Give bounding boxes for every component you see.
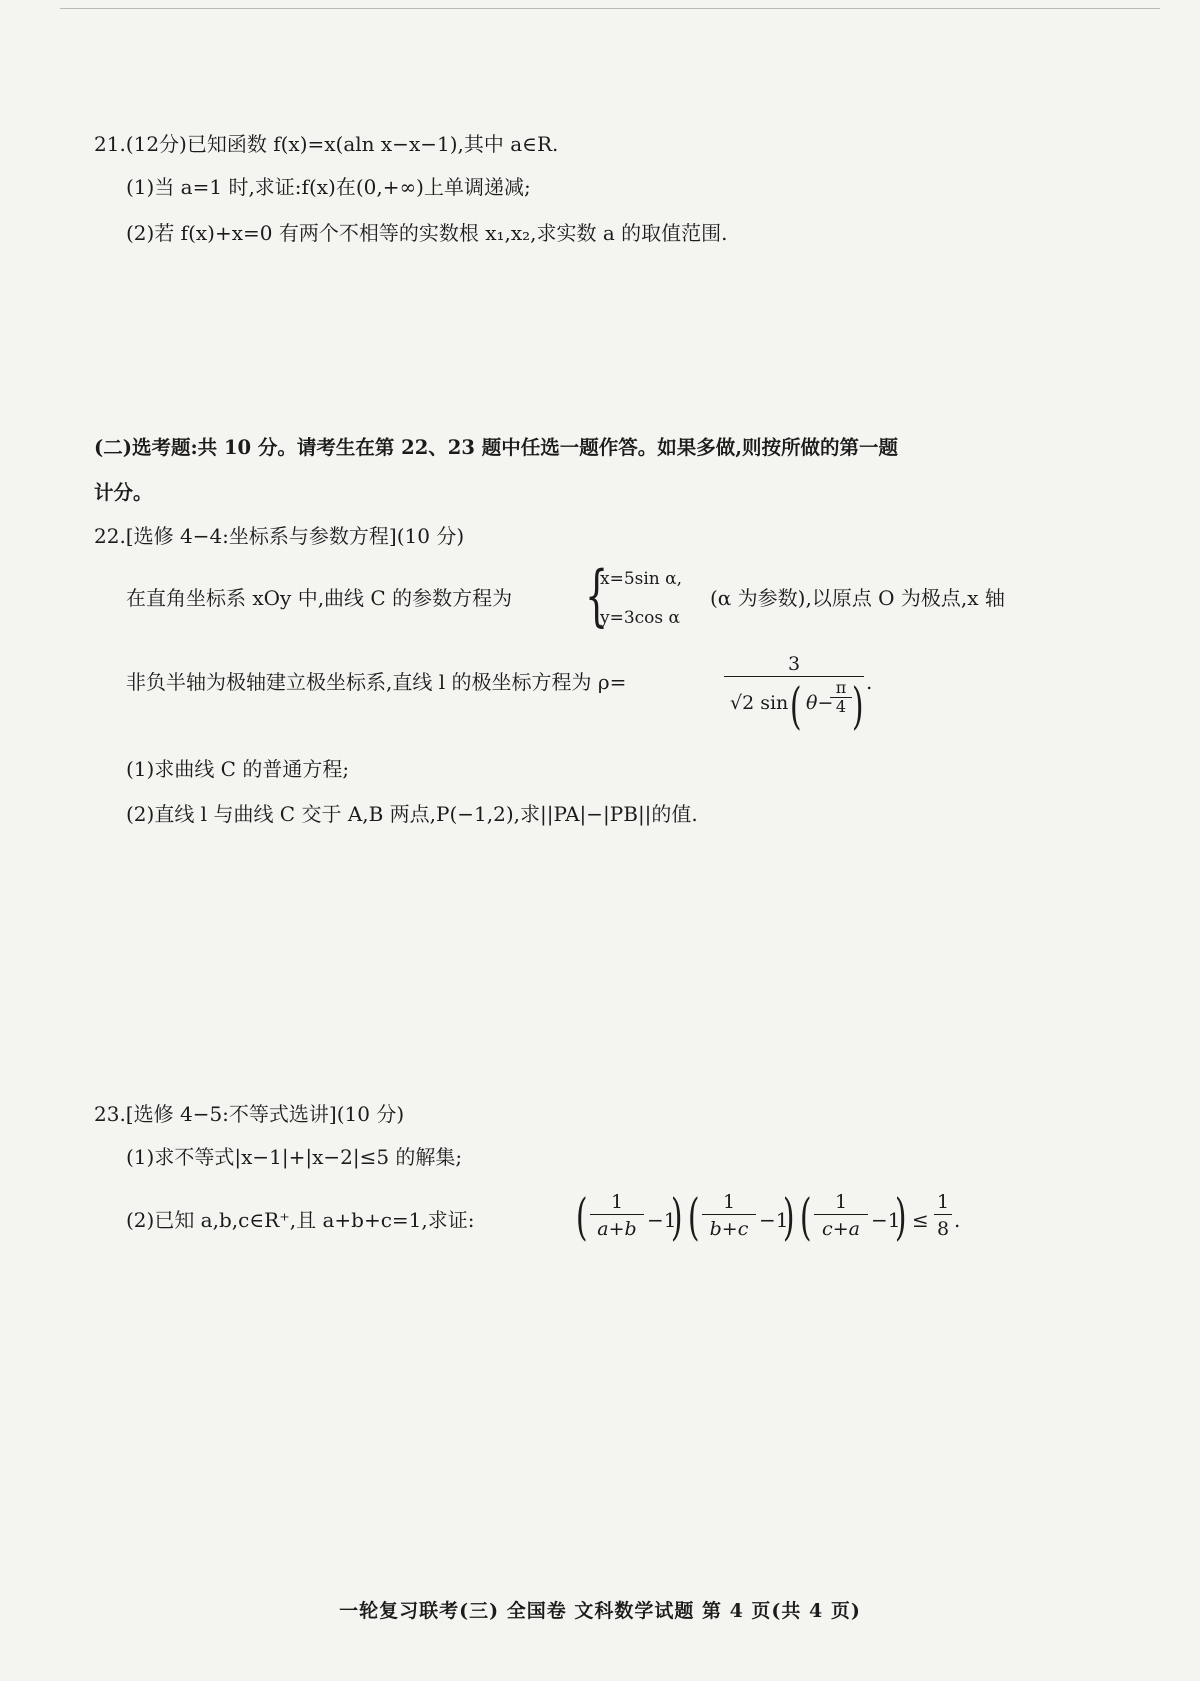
frac-3-den: c+a — [814, 1214, 868, 1241]
frac-1 — [590, 1190, 644, 1241]
param-eq-y: y=3cos α — [600, 608, 681, 628]
top-border — [60, 8, 1160, 9]
q22-part2: (2)直线 l 与曲线 C 交于 A,B 两点,P(−1,2),求||PA|−|PB||的值. — [126, 802, 698, 826]
polar-right-paren: ) — [851, 677, 864, 735]
q21-heading: 21.(12分)已知函数 f(x)=x(aln x−x−1),其中 a∈R. — [94, 132, 559, 156]
minus-1: −1 — [647, 1208, 677, 1232]
rhs-num: 1 — [936, 1191, 950, 1213]
minus-2: −1 — [759, 1208, 789, 1232]
paren-l2: ( — [687, 1188, 700, 1246]
q21-part1: (1)当 a=1 时,求证:f(x)在(0,+∞)上单调递减; — [126, 175, 531, 199]
polar-period: . — [866, 670, 873, 694]
polar-den-theta: θ− — [806, 692, 834, 714]
frac-2 — [702, 1190, 756, 1241]
frac-2-den: b+c — [702, 1214, 756, 1241]
polar-den-sin: √2 sin — [730, 692, 789, 714]
q22-heading: 22.[选修 4−4:坐标系与参数方程](10 分) — [94, 524, 465, 548]
frac-1-num: 1 — [610, 1191, 624, 1213]
frac-2-num: 1 — [722, 1191, 736, 1213]
param-eq-x: x=5sin α, — [600, 569, 683, 589]
paren-r2: ) — [782, 1188, 795, 1246]
q23-part1: (1)求不等式|x−1|+|x−2|≤5 的解集; — [126, 1145, 463, 1169]
q22-intro: 在直角坐标系 xOy 中,曲线 C 的参数方程为 — [126, 586, 513, 610]
system-brace: { — [585, 557, 609, 634]
pi-fraction — [830, 679, 852, 716]
q22-polar-text: 非负半轴为极轴建立极坐标系,直线 l 的极坐标方程为 ρ= — [126, 670, 627, 694]
paren-r1: ) — [670, 1188, 683, 1246]
frac-1-den: a+b — [590, 1214, 644, 1241]
leq-sign: ≤ — [912, 1208, 929, 1232]
polar-fraction — [724, 652, 864, 735]
polar-left-paren: ( — [789, 677, 802, 735]
minus-3: −1 — [871, 1208, 901, 1232]
q23-end-period: . — [954, 1208, 961, 1232]
q21-part2: (2)若 f(x)+x=0 有两个不相等的实数根 x₁,x₂,求实数 a 的取值范围. — [126, 221, 728, 245]
paren-l3: ( — [799, 1188, 812, 1246]
q22-intro-cont: (α 为参数),以原点 O 为极点,x 轴 — [710, 586, 1005, 610]
polar-denominator — [724, 676, 864, 735]
pi-denominator: 4 — [830, 697, 852, 716]
frac-3 — [814, 1190, 868, 1241]
paren-r3: ) — [894, 1188, 907, 1246]
pi-symbol: π — [835, 678, 847, 697]
q23-part2: (2)已知 a,b,c∈R⁺,且 a+b+c=1,求证: — [126, 1208, 475, 1232]
rhs-den: 8 — [934, 1214, 952, 1241]
section2-instructions-cont: 计分。 — [94, 481, 153, 504]
page-footer: 一轮复习联考(三) 全国卷 文科数学试题 第 4 页(共 4 页) — [339, 1600, 861, 1622]
frac-3-num: 1 — [834, 1191, 848, 1213]
q22-part1: (1)求曲线 C 的普通方程; — [126, 757, 350, 781]
polar-numerator: 3 — [787, 653, 801, 675]
q23-heading: 23.[选修 4−5:不等式选讲](10 分) — [94, 1102, 405, 1126]
paren-l1: ( — [575, 1188, 588, 1246]
rhs-fraction — [934, 1190, 952, 1241]
section2-instructions: (二)选考题:共 10 分。请考生在第 22、23 题中任选一题作答。如果多做,则按所做的第一题 — [94, 436, 899, 459]
